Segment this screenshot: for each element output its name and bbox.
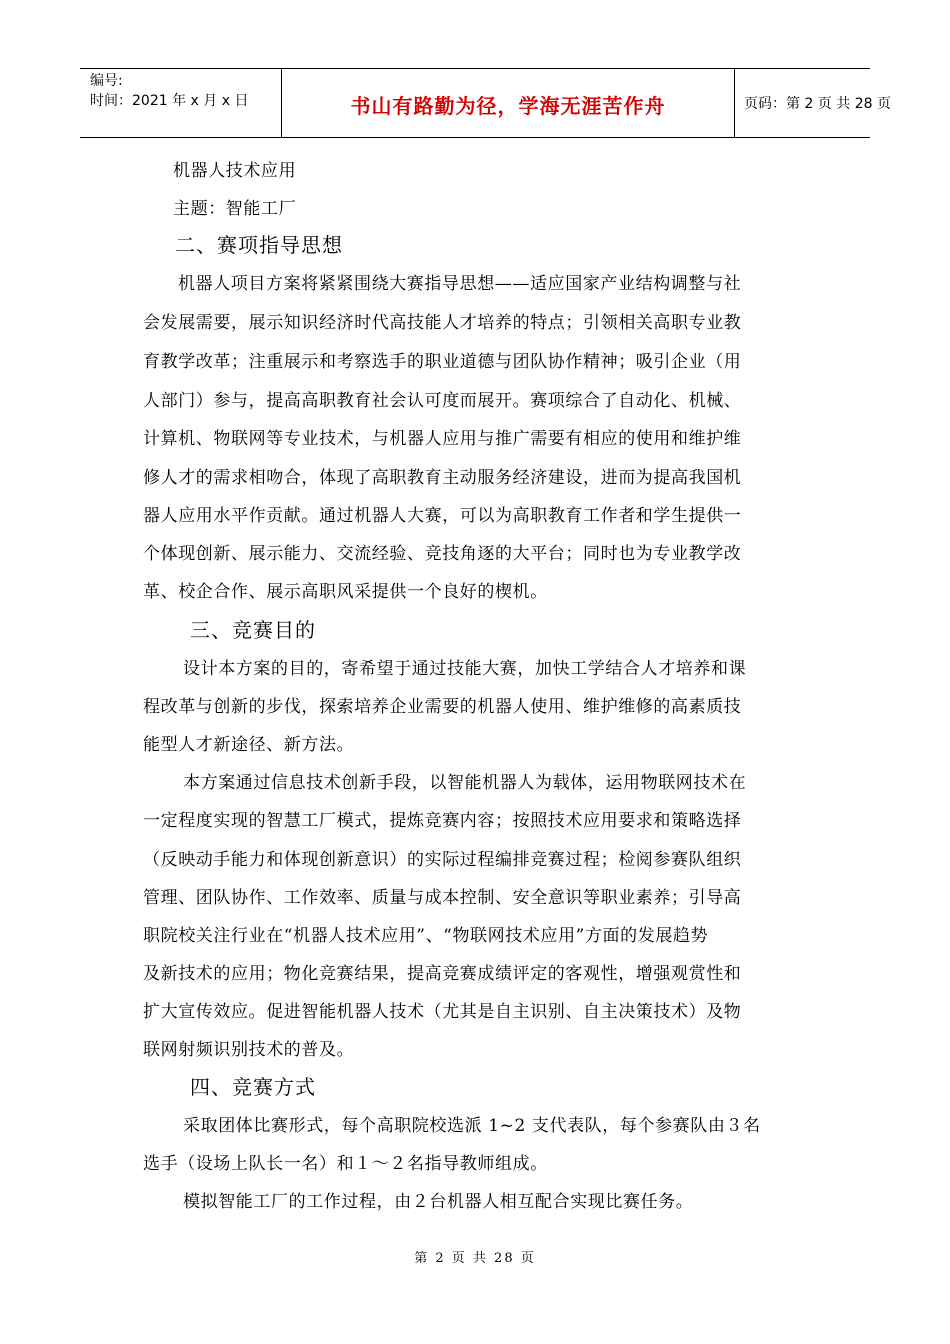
paragraph-line: 管理、团队协作、工作效率、质量与成本控制、安全意识等职业素养；引导高	[143, 888, 742, 908]
paragraph-line: 机器人项目方案将紧紧围绕大赛指导思想——适应国家产业结构调整与社	[178, 274, 742, 294]
page-header	[80, 68, 891, 138]
header-info-cell	[80, 69, 281, 137]
page-footer: 第 2 页 共 28 页	[414, 1251, 536, 1266]
paragraph-line: 采取团体比赛形式，每个高职院校选派 1~2 支代表队，每个参赛队由３名	[183, 1116, 761, 1136]
paragraph-line: 职院校关注行业在“机器人技术应用”、“物联网技术应用”方面的发展趋势	[143, 926, 709, 946]
heading-competition-purpose: 三、竞赛目的	[190, 618, 316, 642]
paragraph-line: 程改革与创新的步伐，探索培养企业需要的机器人使用、维护维修的高素质技	[143, 697, 742, 717]
paragraph-line: 计算机、物联网等专业技术，与机器人应用与推广需要有相应的使用和维护维	[143, 429, 742, 449]
paragraph-line: 本方案通过信息技术创新手段，以智能机器人为载体，运用物联网技术在	[183, 773, 747, 793]
paragraph-line: 育教学改革；注重展示和考察选手的职业道德与团队协作精神；吸引企业（用	[143, 352, 742, 372]
paragraph-line: 会发展需要，展示知识经济时代高技能人才培养的特点；引领相关高职专业教	[143, 313, 742, 333]
section-subtitle: 机器人技术应用	[173, 161, 297, 181]
paragraph-line: 设计本方案的目的，寄希望于通过技能大赛，加快工学结合人才培养和课	[183, 659, 747, 679]
paragraph-line: 选手（设场上队长一名）和１～２名指导教师组成。	[143, 1154, 548, 1174]
header-motto-cell	[281, 69, 735, 137]
heading-guiding-ideology: 二、赛项指导思想	[175, 233, 343, 257]
paragraph-line: 器人应用水平作贡献。通过机器人大赛，可以为高职教育工作者和学生提供一	[143, 506, 742, 526]
paragraph-line: 扩大宣传效应。促进智能机器人技术（尤其是自主识别、自主决策技术）及物	[143, 1002, 742, 1022]
heading-competition-format: 四、竞赛方式	[190, 1075, 316, 1099]
document-date-label: 时间：2021 年 x 月 x 日	[90, 93, 249, 109]
header-page-code: 页码：第 2 页 共 28 页	[744, 96, 891, 112]
paragraph-line: 模拟智能工厂的工作过程，由２台机器人相互配合实现比赛任务。	[183, 1192, 694, 1212]
document-number-label: 编号:	[90, 73, 123, 89]
paragraph-line: 个体现创新、展示能力、交流经验、竞技角逐的大平台；同时也为专业教学改	[143, 544, 742, 564]
paragraph-line: 人部门）参与，提高高职教育社会认可度而展开。赛项综合了自动化、机械、	[143, 391, 742, 411]
header-motto: 书山有路勤为径，学海无涯苦作舟	[350, 94, 666, 118]
theme-line: 主题：智能工厂	[173, 199, 297, 219]
paragraph-line: 联网射频识别技术的普及。	[143, 1040, 355, 1060]
paragraph-line: 能型人才新途径、新方法。	[143, 735, 355, 755]
paragraph-line: （反映动手能力和体现创新意识）的实际过程编排竞赛过程；检阅参赛队组织	[143, 850, 742, 870]
paragraph-line: 革、校企合作、展示高职风采提供一个良好的楔机。	[143, 582, 548, 602]
paragraph-line: 修人才的需求相吻合，体现了高职教育主动服务经济建设，进而为提高我国机	[143, 468, 742, 488]
paragraph-line: 及新技术的应用；物化竞赛结果，提高竞赛成绩评定的客观性，增强观赏性和	[143, 964, 742, 984]
paragraph-line: 一定程度实现的智慧工厂模式，提炼竞赛内容；按照技术应用要求和策略选择	[143, 811, 742, 831]
header-page-cell	[734, 69, 891, 137]
